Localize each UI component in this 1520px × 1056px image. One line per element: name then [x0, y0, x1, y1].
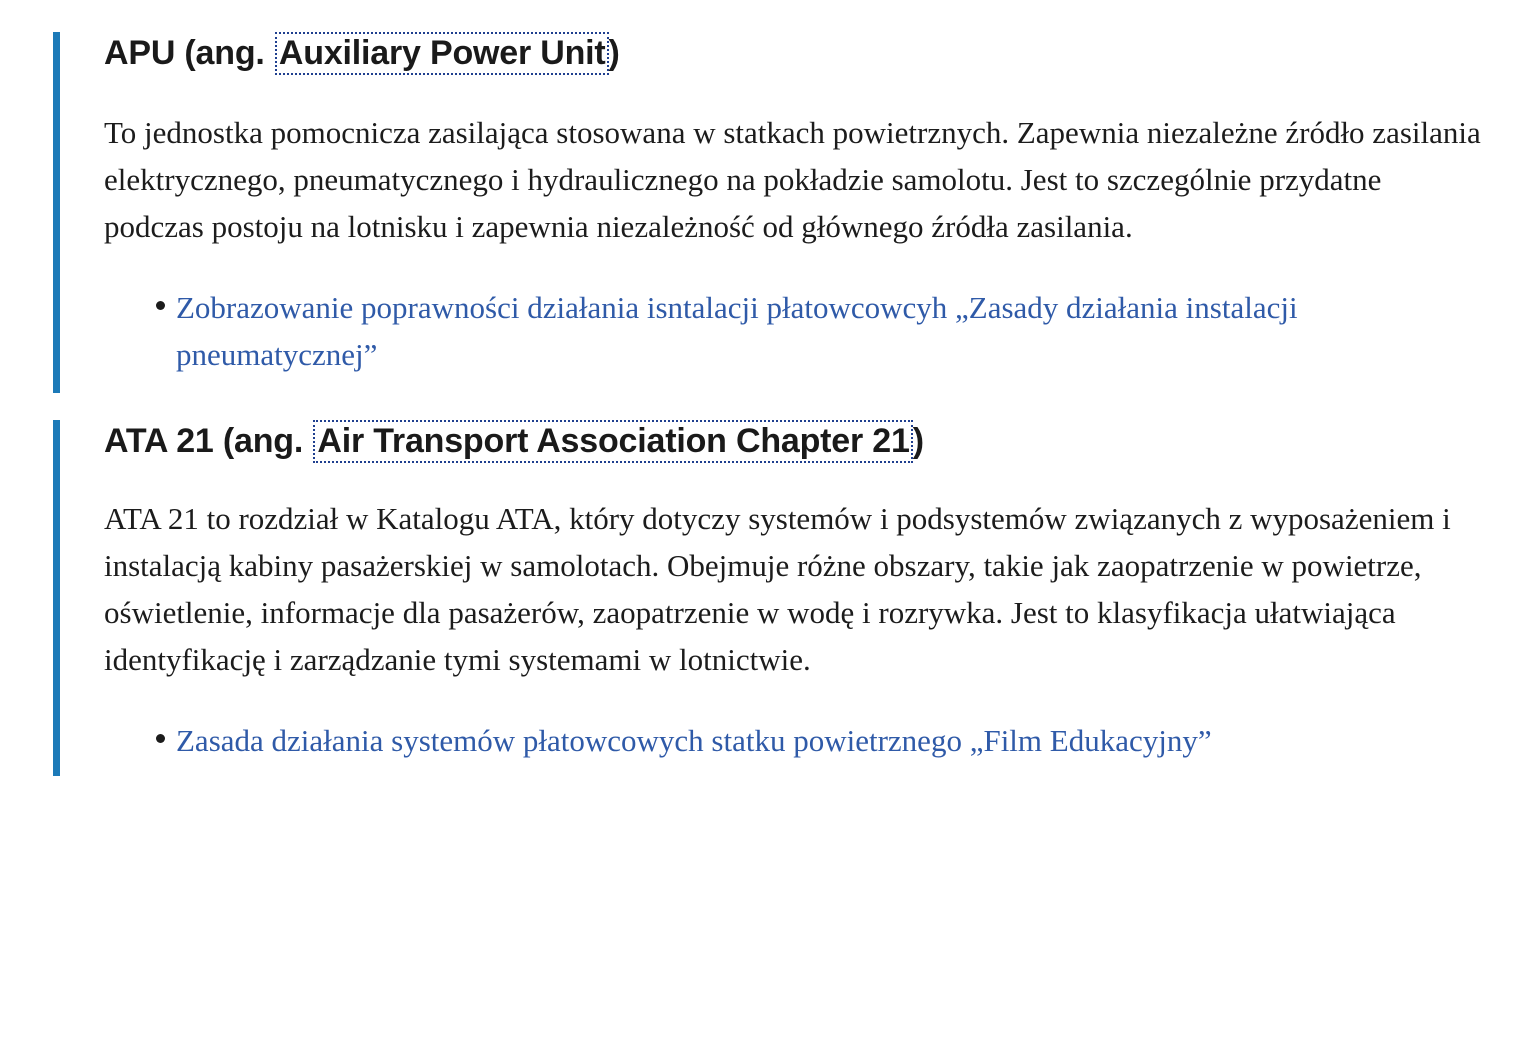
heading-ata21-prefix: ATA 21 (ang.: [104, 421, 313, 460]
heading-apu: [104, 32, 1520, 75]
list-item: [104, 284, 1520, 378]
bullet-icon: [156, 301, 165, 310]
heading-apu-prefix: APU (ang.: [104, 34, 274, 72]
heading-apu-suffix: ): [608, 34, 620, 72]
link-list-ata21: [104, 717, 1520, 764]
section-ata21: [53, 420, 1520, 777]
document-page: [0, 32, 1520, 1056]
paragraph-apu: To jednostka pomocnicza zasilająca stosowana w statkach powietrznych. Zapewnia niezależne źródło zasilania elektrycznego, pneumatycznego i hydraulicznego na pokładzie samolotu. Jest to szczególnie przydatne podczas postoju na lotnisku i zapewnia niezależność od głównego źródła zasilania.: [104, 115, 1481, 245]
link-list-apu: [104, 284, 1520, 378]
heading-ata21-english-term: Air Transport Association Chapter 21: [313, 420, 912, 463]
heading-ata21-suffix: ): [912, 421, 924, 460]
link-ata21-educational-film[interactable]: Zasada działania systemów płatowcowych statku powietrznego „Film Edukacyjny”: [176, 722, 1212, 758]
link-apu-pneumatic-instruction[interactable]: Zobrazowanie poprawności działania isntalacji płatowcowcyh „Zasady działania instalacji pneumatycznej”: [176, 290, 1298, 373]
heading-ata21: [104, 420, 1520, 463]
paragraph-ata21: ATA 21 to rozdział w Katalogu ATA, który dotyczy systemów i podsystemów związanych z wyposażeniem i instalacją kabiny pasażerskiej w samolotach. Obejmuje różne obszary, takie jak zaopatrzenie w powietrze, oświetlenie, informacje dla pasażerów, zaopatrzenie w wodę i rozrywka. Jest to klasyfikacja ułatwiająca identyfikację i zarządzanie tymi systemami w lotnictwie.: [104, 500, 1451, 677]
heading-apu-english-term: Auxiliary Power Unit: [275, 32, 609, 75]
list-item: [104, 717, 1520, 764]
section-apu: [53, 32, 1520, 393]
bullet-icon: [156, 734, 165, 743]
